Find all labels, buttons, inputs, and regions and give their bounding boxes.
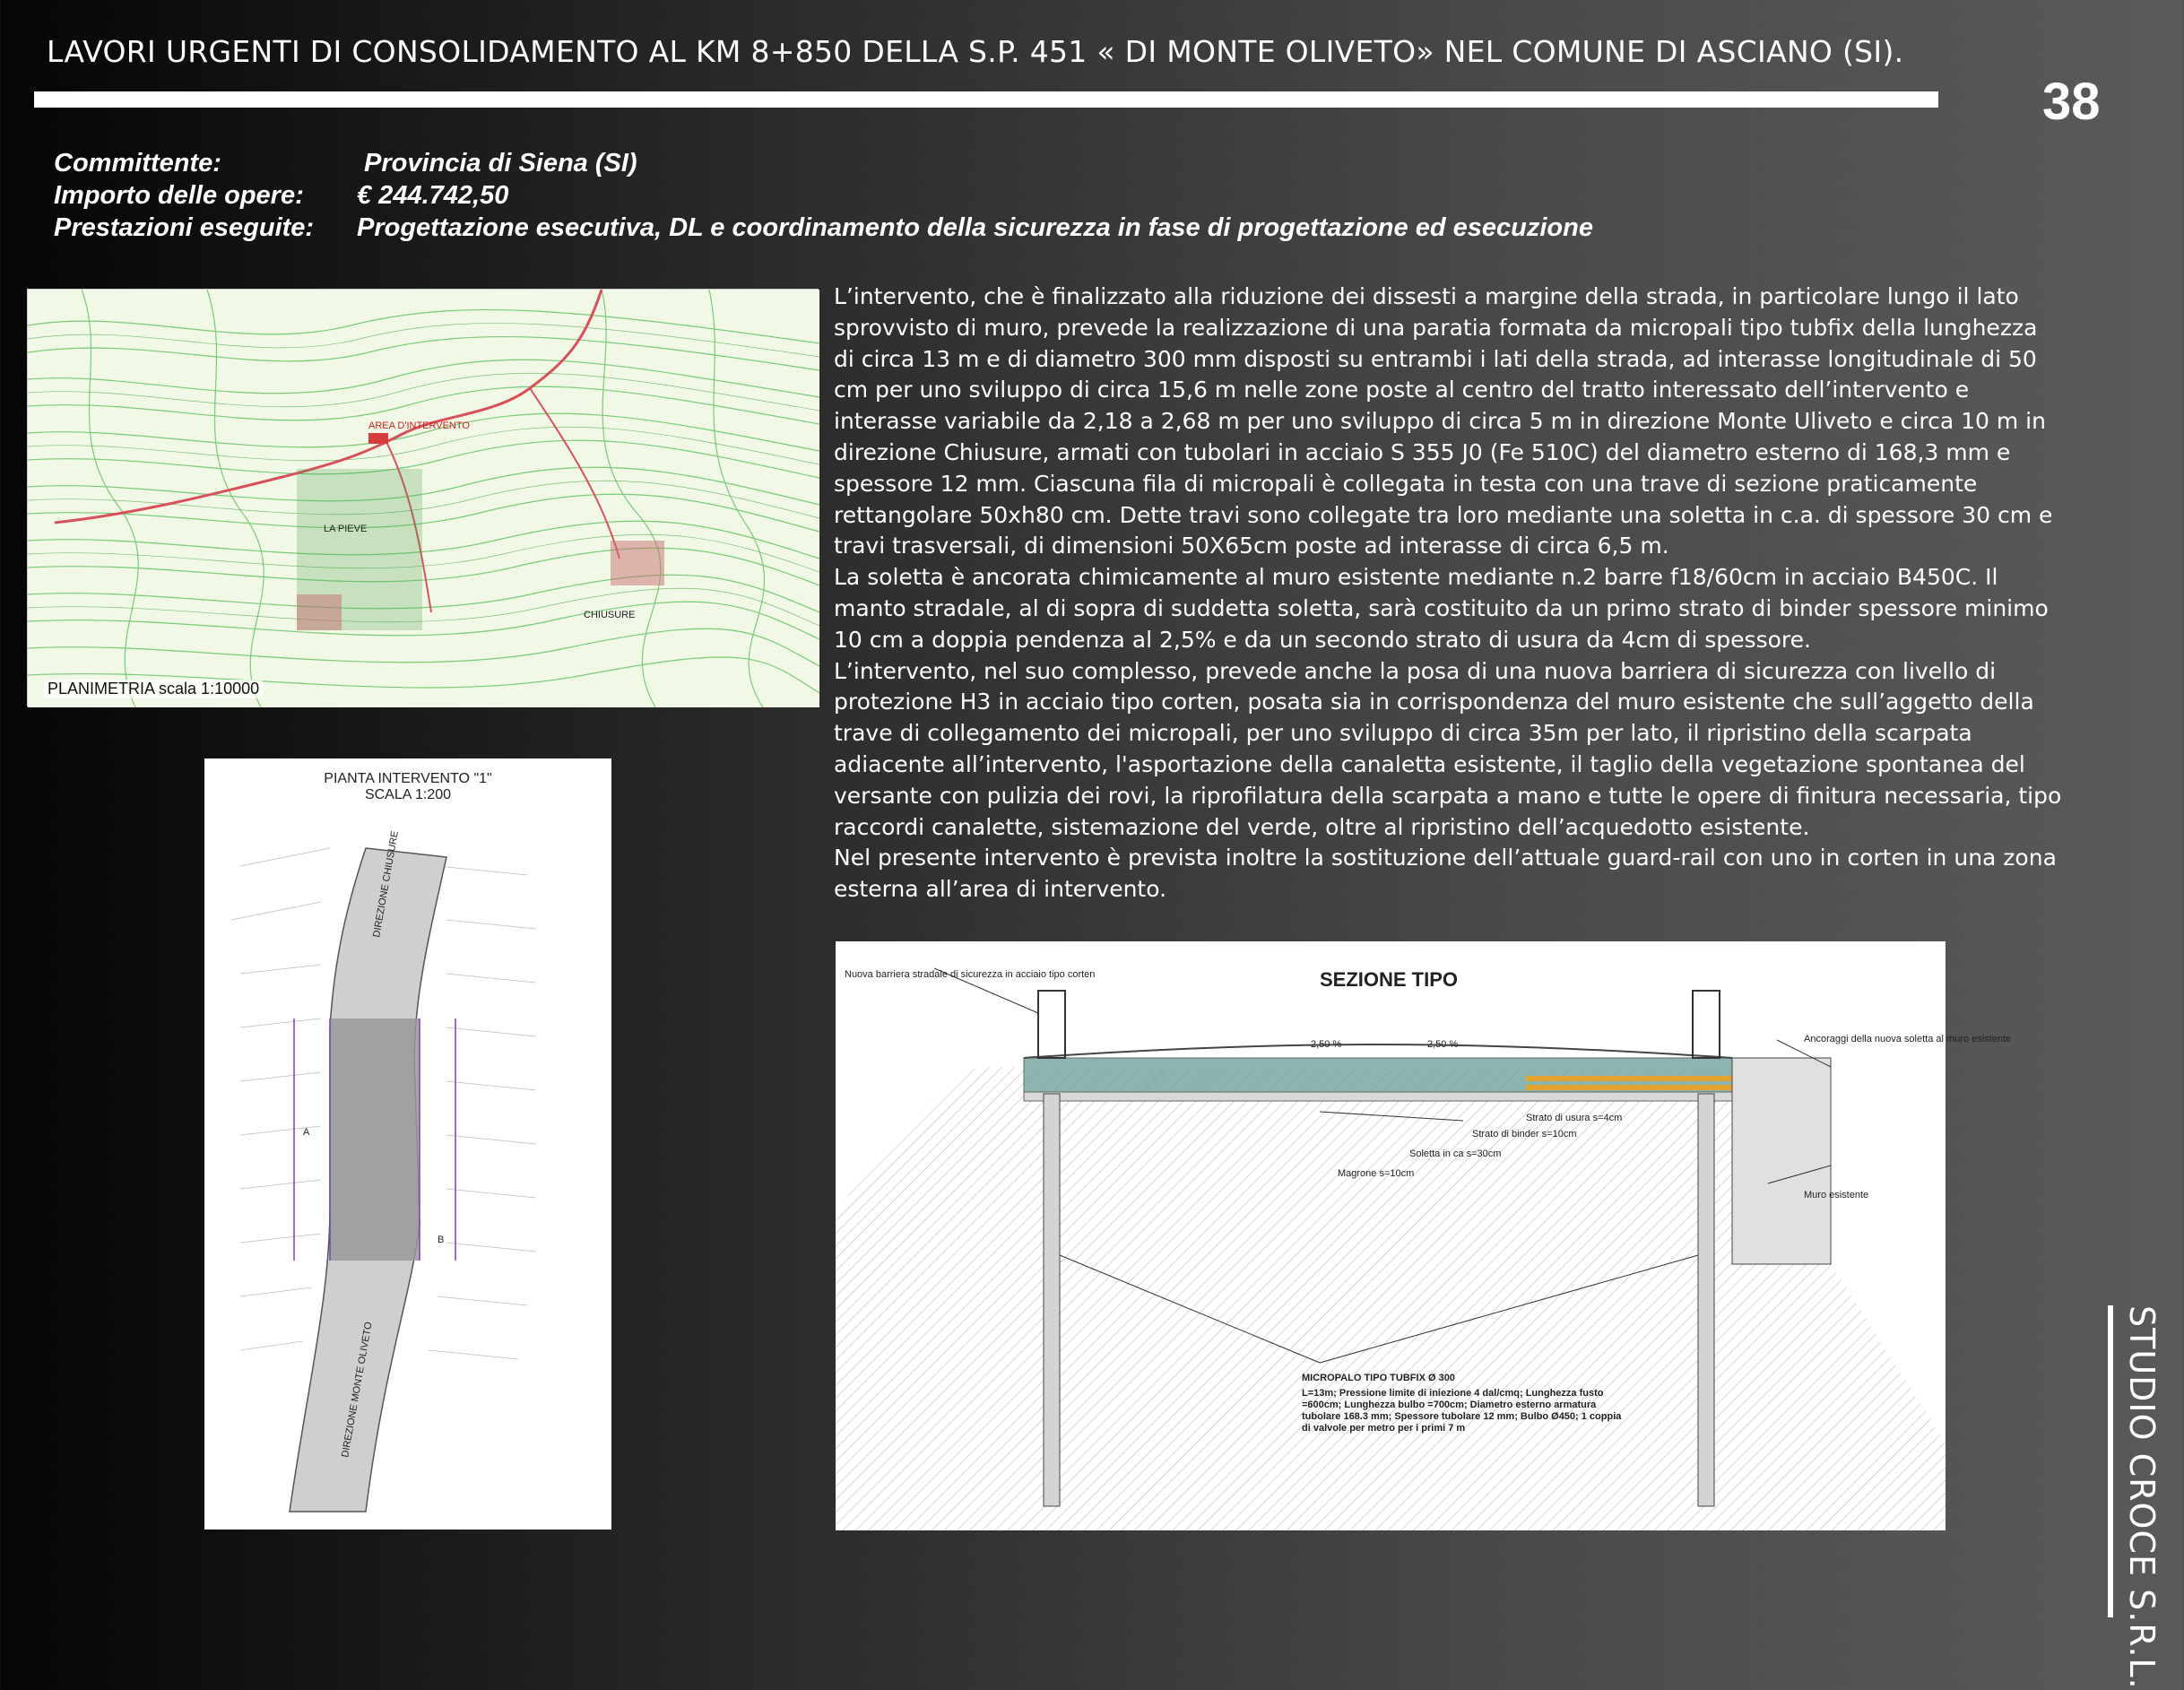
sec-label-wall: Muro esistente	[1804, 1190, 1869, 1200]
sec-label-usura: Strato di usura s=4cm	[1526, 1113, 1623, 1123]
paragraph-2: La soletta è ancorata chimicamente al muro esistente mediante n.2 barre f18/60cm in acciaio B450C. Il manto stradale, al di sopra di suddetta soletta, sarà costituito da un primo strato di binder spessore minimo 10 cm a doppia pendenza al 2,5% e da un secondo strato di usura da 4cm di spessore.	[834, 564, 2049, 653]
plan-road-top: DIREZIONE CHIUSURE	[371, 829, 401, 939]
plan-graphic	[204, 758, 611, 1530]
sec-label-binder: Strato di binder s=10cm	[1472, 1129, 1577, 1140]
map-graphic	[28, 290, 819, 707]
map-label-chiusure: CHIUSURE	[584, 610, 636, 620]
sec-label-micropalo: MICROPALO TIPO TUBFIX Ø 300	[1302, 1373, 1455, 1383]
committente-value: Provincia di Siena (SI)	[364, 149, 637, 178]
sec-slope-right: 2,50 %	[1427, 1039, 1459, 1050]
sec-label-magrone: Magrone s=10cm	[1338, 1168, 1415, 1179]
studio-text: STUDIO CROCE S.R.L.	[2122, 1305, 2162, 1690]
plan-drawing	[204, 758, 611, 1530]
studio-label	[2108, 1305, 2162, 1690]
map-label-area: AREA D'INTERVENTO	[368, 420, 470, 431]
prestazioni-label: Prestazioni eseguite:	[54, 213, 315, 242]
sec-micropalo-specs: L=13m; Pressione limite di iniezione 4 dal/cmq; Lunghezza fusto =600cm; Lunghezza bulbo =700cm; Diametro esterno armatura tubolare 168.3 mm; Spessore tubolare 12 mm; Bulbo Ø450; 1 coppia di valvole per metro per i primi 7 m	[1302, 1388, 1622, 1434]
importo-label: Importo delle opere:	[54, 181, 304, 210]
map-caption: PLANIMETRIA scala 1:10000	[44, 680, 263, 698]
plan-section-a: A	[303, 1127, 310, 1138]
plan-title-text: PIANTA INTERVENTO "1"	[324, 771, 492, 786]
importo-value: € 244.742,50	[357, 181, 509, 210]
sec-label-soletta: Soletta in ca s=30cm	[1409, 1148, 1502, 1159]
title-underline	[34, 91, 1938, 108]
description-text	[834, 282, 2062, 906]
committente-label: Committente:	[54, 149, 221, 178]
plan-section-b: B	[438, 1235, 445, 1245]
paragraph-4: Nel presente intervento è prevista inoltre la sostituzione dell’attuale guard-rail con uno in corten in una zona esterna all’area di intervento.	[834, 845, 2057, 903]
map-label-pieve: LA PIEVE	[324, 524, 368, 534]
sec-label-barrier: Nuova barriera stradale di sicurezza in acciaio tipo corten	[845, 969, 1096, 980]
topographic-map	[27, 289, 819, 706]
sec-label-anchor: Ancoraggi della nuova soletta al muro esistente	[1804, 1034, 2012, 1044]
plan-road-bottom: DIREZIONE MONTE OLIVETO	[340, 1321, 375, 1459]
page-number: 38	[2042, 73, 2101, 131]
project-metadata	[54, 147, 1593, 244]
paragraph-1: L’intervento, che è finalizzato alla riduzione dei dissesti a margine della strada, in particolare lungo il lato sprovvisto di muro, prevede la realizzazione di una paratia formata da micropali tipo tubfix della lunghezza di circa 13 m e di diametro 300 mm disposti su entrambi i lati della strada, ad interasse longitudinale di 50 cm per uno sviluppo di circa 15,6 m nelle zone poste al centro del tratto interessato dell’intervento e interasse variabile da 2,18 a 2,68 m per uno sviluppo di circa 5 m in direzione Monte Uliveto e circa 10 m in direzione Chiusure, armati con tubolari in acciaio S 355 J0 (Fe 510C) del diametro esterno di 168,3 mm e spessore 12 mm. Ciascuna fila di micropali è collegata in testa con una trave di sezione praticamente rettangolare 50xh80 cm. Dette travi sono collegate tra loro mediante una soletta in c.a. di spessore 30 cm e travi trasversali, di dimensioni 50X65cm poste ad interasse di circa 6,5 m.	[834, 283, 2053, 559]
page-title: LAVORI URGENTI DI CONSOLIDAMENTO AL KM 8+850 DELLA S.P. 451 « DI MONTE OLIVETO» NEL COMUNE DI ASCIANO (SI).	[47, 34, 1904, 69]
plan-scale: SCALA 1:200	[364, 787, 452, 802]
paragraph-3: L’intervento, nel suo complesso, prevede anche la posa di una nuova barriera di sicurezza con livello di protezione H3 in acciaio tipo corten, posata sia in corrispondenza del muro esistente che sull’aggetto della trave di collegamento dei micropali, per uno sviluppo di circa 35m per lato, il ripristino della scarpata adiacente all’intervento, l'asportazione della canaletta esistente, il taglio della vegetazione spontanea del versante con pulizia dei rovi, la riprofilatura della scarpata a mano e tutte le opere di finitura necessaria, tipo raccordi canalette, sistemazione del verde, oltre al ripristino dell’acquedotto esistente.	[834, 657, 2062, 840]
section-graphic	[836, 941, 2012, 1530]
section-drawing	[836, 941, 2012, 1530]
section-title: SEZIONE TIPO	[1320, 968, 1459, 991]
sec-slope-left: 2,50 %	[1311, 1039, 1342, 1050]
prestazioni-value: Progettazione esecutiva, DL e coordinamento della sicurezza in fase di progettazione ed esecuzione	[357, 213, 1593, 242]
